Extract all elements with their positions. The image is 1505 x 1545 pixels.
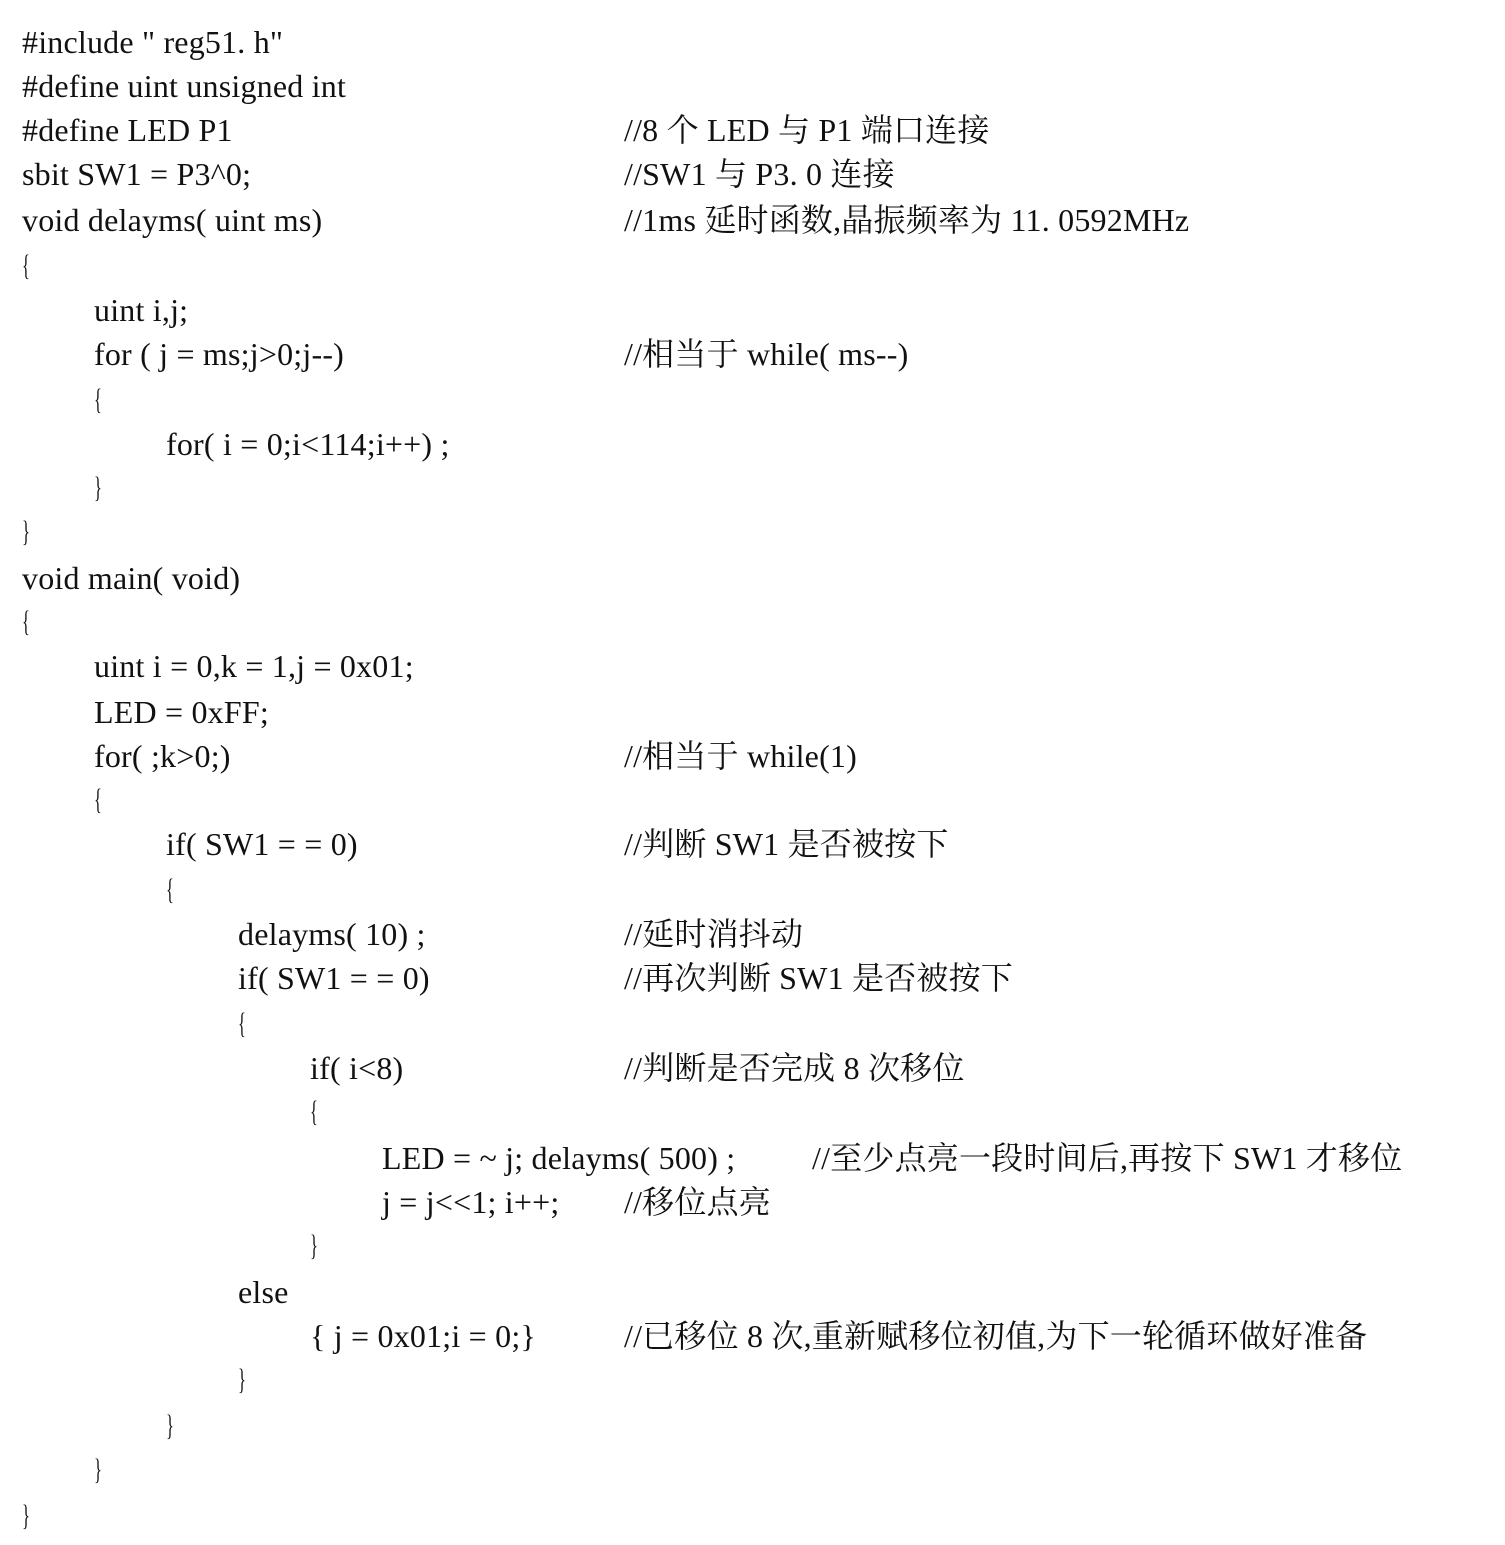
code-comment: //8 个 LED 与 P1 端口连接	[624, 112, 990, 148]
code-line	[0, 1314, 1505, 1358]
code-comment: //相当于 while( ms--)	[624, 336, 909, 372]
code-comment: //1ms 延时函数,晶振频率为 11. 0592MHz	[624, 202, 1190, 238]
code-line	[0, 244, 1505, 288]
code-text: }	[310, 1229, 319, 1262]
code-text: if( SW1 = = 0)	[238, 960, 430, 996]
code-text: #include " reg51. h"	[22, 24, 284, 60]
code-line	[0, 466, 1505, 510]
code-line	[0, 868, 1505, 912]
code-text: void delayms( uint ms)	[22, 202, 323, 238]
code-line	[0, 822, 1505, 866]
code-text: if( SW1 = = 0)	[166, 826, 358, 862]
code-text: {	[94, 383, 103, 416]
code-text: {	[166, 873, 175, 906]
code-line	[0, 778, 1505, 822]
code-text: sbit SW1 = P3^0;	[22, 156, 252, 192]
code-line	[0, 1136, 1505, 1180]
code-text: {	[94, 783, 103, 816]
code-line	[0, 378, 1505, 422]
code-text: {	[238, 1007, 247, 1040]
code-text: }	[22, 515, 31, 548]
code-text: #define uint unsigned int	[22, 68, 347, 104]
code-line	[0, 64, 1505, 108]
code-text: else	[238, 1274, 289, 1310]
code-line	[0, 1180, 1505, 1224]
code-text: }	[94, 471, 103, 504]
code-text: LED = 0xFF;	[94, 694, 269, 730]
code-text: if( i<8)	[310, 1050, 404, 1086]
code-text: }	[166, 1409, 175, 1442]
code-line	[0, 644, 1505, 688]
code-line	[0, 690, 1505, 734]
code-line	[0, 510, 1505, 554]
code-line	[0, 912, 1505, 956]
code-line	[0, 600, 1505, 644]
code-line	[0, 198, 1505, 242]
code-line	[0, 956, 1505, 1000]
code-text: j = j<<1; i++;	[382, 1184, 560, 1220]
code-comment: //SW1 与 P3. 0 连接	[624, 156, 895, 192]
code-line	[0, 422, 1505, 466]
code-text: LED = ~ j; delayms( 500) ;	[382, 1140, 736, 1176]
code-text: void main( void)	[22, 560, 241, 596]
code-text: #define LED P1	[22, 112, 233, 148]
code-line	[0, 1046, 1505, 1090]
code-line	[0, 288, 1505, 332]
code-line	[0, 1448, 1505, 1492]
code-line	[0, 1358, 1505, 1402]
code-line	[0, 1404, 1505, 1448]
code-text: {	[22, 249, 31, 282]
code-text: {	[310, 1095, 319, 1128]
code-line	[0, 1270, 1505, 1314]
code-comment: //相当于 while(1)	[624, 738, 857, 774]
code-text: }	[94, 1453, 103, 1486]
code-comment: //再次判断 SW1 是否被按下	[624, 960, 1013, 996]
code-text: delayms( 10) ;	[238, 916, 426, 952]
code-line	[0, 1494, 1505, 1538]
code-text: { j = 0x01;i = 0;}	[310, 1318, 536, 1354]
code-line	[0, 556, 1505, 600]
code-comment: //至少点亮一段时间后,再按下 SW1 才移位	[812, 1140, 1403, 1176]
code-comment: //判断 SW1 是否被按下	[624, 826, 949, 862]
code-text: uint i,j;	[94, 292, 189, 328]
code-comment: //判断是否完成 8 次移位	[624, 1050, 965, 1086]
code-text: for ( j = ms;j>0;j--)	[94, 336, 345, 372]
code-text: }	[238, 1363, 247, 1396]
code-line	[0, 332, 1505, 376]
code-text: {	[22, 605, 31, 638]
code-line	[0, 108, 1505, 152]
code-line	[0, 20, 1505, 64]
code-text: uint i = 0,k = 1,j = 0x01;	[94, 648, 414, 684]
code-line	[0, 734, 1505, 778]
code-text: }	[22, 1499, 31, 1532]
code-line	[0, 1090, 1505, 1134]
code-text: for( ;k>0;)	[94, 738, 231, 774]
code-line	[0, 152, 1505, 196]
code-comment: //已移位 8 次,重新赋移位初值,为下一轮循环做好准备	[624, 1318, 1368, 1354]
code-line	[0, 1002, 1505, 1046]
code-text: for( i = 0;i<114;i++) ;	[166, 426, 450, 462]
code-comment: //延时消抖动	[624, 916, 804, 952]
code-line	[0, 1224, 1505, 1268]
code-comment: //移位点亮	[624, 1184, 771, 1220]
